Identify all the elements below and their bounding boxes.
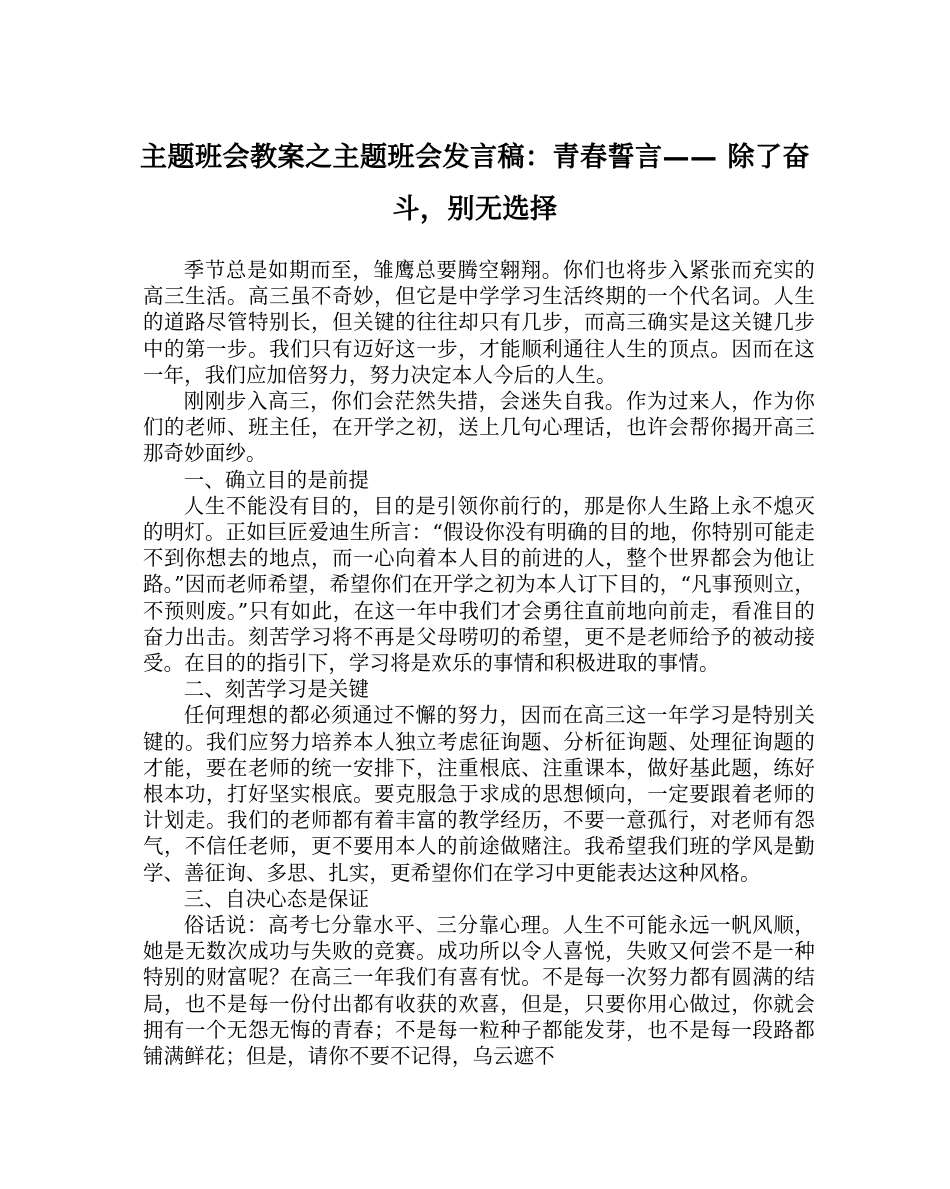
paragraph: 季节总是如期而至，雏鹰总要腾空翱翔。你们也将步入紧张而充实的高三生活。高三虽不奇妙，但它是中学学习生活终期的一个代名词。人生的道路尽管特别长，但关键的往往却只有几步，而高三确实是这关键几步中的第一步。我们只有迈好这一步，才能顺利通往人生的顶点。因而在这一年，我们应加倍努力，努力决定本人今后的人生。 bbox=[143, 258, 815, 387]
document-title: 主题班会教案之主题班会发言稿：青春誓言—— 除了奋斗，别无选择 bbox=[140, 142, 810, 225]
section-heading: 三、自决心态是保证 bbox=[183, 886, 370, 911]
paragraph: 刚刚步入高三，你们会茫然失措，会迷失自我。作为过来人，作为你们的老师、班主任，在开学之初，送上几句心理话，也许会帮你揭开高三那奇妙面纱。 bbox=[143, 389, 815, 466]
section-heading: 一、确立目的是前提 bbox=[183, 467, 370, 492]
paragraph: 俗话说：高考七分靠水平、三分靠心理。人生不可能永远一帆风顺，她是无数次成功与失败的竞赛。成功所以令人喜悦，失败又何尝不是一种特别的财富呢？在高三一年我们有喜有忧。不是每一次努力都有圆满的结局，也不是每一份付出都有收获的欢喜，但是，只要你用心做过，你就会拥有一个无怨无悔的青春；不是每一粒种子都能发芽，也不是每一段路都铺满鲜花；但是，请你不要不记得，乌云遮不 bbox=[143, 913, 815, 1069]
section-heading: 二、刻苦学习是关键 bbox=[183, 677, 370, 702]
paragraph: 人生不能没有目的，目的是引领你前行的，那是你人生路上永不熄灭的明灯。正如巨匠爱迪生所言：“假设你没有明确的目的地，你特别可能走不到你想去的地点，而一心向着本人目的前进的人，整个世界都会为他让路。”因而老师希望，希望你们在开学之初为本人订下目的，“凡事预则立，不预则废。”只有如此，在这一年中我们才会勇往直前地向前走，看准目的奋力出击。刻苦学习将不再是父母唠叨的希望，更不是老师给予的被动接受。在目的的指引下，学习将是欢乐的事情和积极进取的事情。 bbox=[143, 493, 815, 676]
paragraph: 任何理想的都必须通过不懈的努力，因而在高三这一年学习是特别关键的。我们应努力培养本人独立考虑征询题、分析征询题、处理征询题的才能，要在老师的统一安排下，注重根底、注重课本，做好基此题，练好根本功，打好坚实根底。要克服急于求成的思想倾向，一定要跟着老师的计划走。我们的老师都有着丰富的教学经历，不要一意孤行，对老师有怨气，不信任老师，更不要用本人的前途做赌注。我希望我们班的学风是勤学、善征询、多思、扎实，更希望你们在学习中更能表达这种风格。 bbox=[143, 703, 815, 885]
document-body bbox=[143, 257, 815, 1069]
